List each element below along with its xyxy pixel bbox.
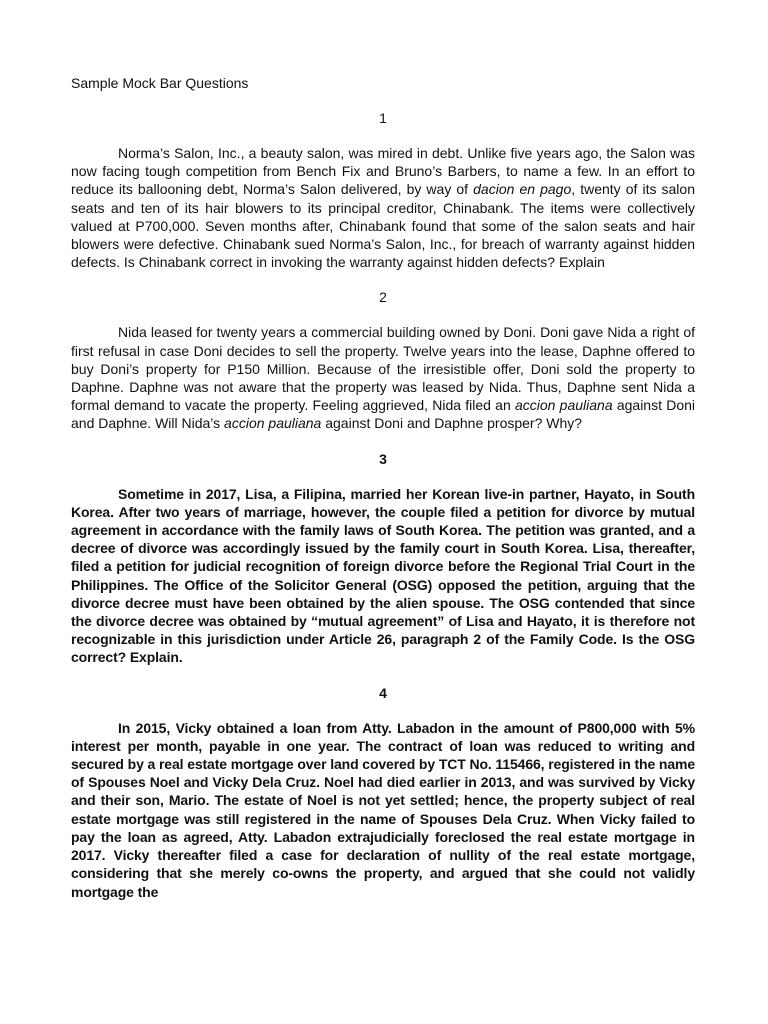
italic-term: dacion en pago [473, 181, 572, 198]
text-segment: against Doni and Daphne prosper? Why? [321, 415, 583, 432]
question-4 [71, 684, 695, 901]
document-title: Sample Mock Bar Questions [71, 75, 249, 91]
document-page [71, 74, 695, 918]
question-number: 3 [379, 450, 387, 467]
question-text [71, 144, 695, 271]
text-segment: , twenty of its salon seats and ten of its hair blowers to its principal creditor, Chinabank. The items were collectively valued at P700,000. Seven months after, Chinabank found that some of the salon seats and hair blowers were defective. Chinabank sued Norma’s Salon, Inc., for breach of warranty against hidden defects. Is Chinabank correct in invoking the warranty against hidden defects? Explain [71, 181, 695, 271]
italic-term: accion pauliana [224, 415, 322, 432]
question-number: 2 [379, 289, 387, 306]
text-segment: Nida leased for twenty years a commercial building owned by Doni. Doni gave Nida a right of first refusal in case Doni decides to sell the property. Twelve years into the lease, Daphne offered to buy Doni’s property for P150 Million. Because of the irresistible offer, Doni sold the property to Daphne. Daphne was not aware that the property was leased by Nida. Thus, Daphne sent Nida a formal demand to vacate the property. Feeling aggrieved, Nida filed an [71, 324, 695, 414]
question-3 [71, 450, 695, 667]
question-text [71, 323, 695, 432]
question-1 [71, 109, 695, 271]
italic-term: accion pauliana [514, 397, 613, 414]
question-text [71, 485, 695, 667]
question-2 [71, 288, 695, 432]
question-number: 1 [379, 110, 387, 126]
text-segment: Sometime in 2017, Lisa, a Filipina, married her Korean live-in partner, Hayato, in South Korea. After two years of marriage, however, the couple filed a petition for divorce by mutual agreement in accordance with the family laws of South Korea. The petition was granted, and a decree of divorce was accordingly issued by the family court in South Korea. Lisa, thereafter, filed a petition for judicial recognition of foreign divorce before the Regional Trial Court in the Philippines. The Office of the Solicitor General (OSG) opposed the petition, arguing that the divorce decree must have been obtained by the alien spouse. The OSG contended that since the divorce decree was obtained by “mutual agreement” of Lisa and Hayato, it is therefore not recognizable in this jurisdiction under Article 26, paragraph 2 of the Family Code. Is the OSG correct? Explain. [71, 485, 695, 666]
text-segment: In 2015, Vicky obtained a loan from Atty. Labadon in the amount of P800,000 with 5% interest per month, payable in one year. The contract of loan was reduced to writing and secured by a real estate mortgage over land covered by TCT No. 115466, registered in the name of Spouses Noel and Vicky Dela Cruz. Noel had died earlier in 2013, and was survived by Vicky and their son, Mario. The estate of Noel is not yet settled; hence, the property subject of real estate mortgage was still registered in the name of Spouses Dela Cruz. When Vicky failed to pay the loan as agreed, Atty. Labadon extrajudicially foreclosed the real estate mortgage in 2017. Vicky thereafter filed a case for declaration of nullity of the real estate mortgage, considering that she merely co-owns the property, and argued that she could not validly mortgage the [71, 719, 695, 900]
text-segment: Norma’s Salon, Inc., a beauty salon, was mired in debt. Unlike five years ago, the Salon was now facing tough competition from Bench Fix and Bruno’s Barbers, to name a few. In an effort to reduce its ballooning debt, Norma’s Salon delivered, by way of [71, 145, 695, 198]
text-segment: against Doni and Daphne. Will Nida’s [71, 397, 696, 432]
question-text [71, 719, 695, 901]
question-number: 4 [379, 684, 387, 701]
